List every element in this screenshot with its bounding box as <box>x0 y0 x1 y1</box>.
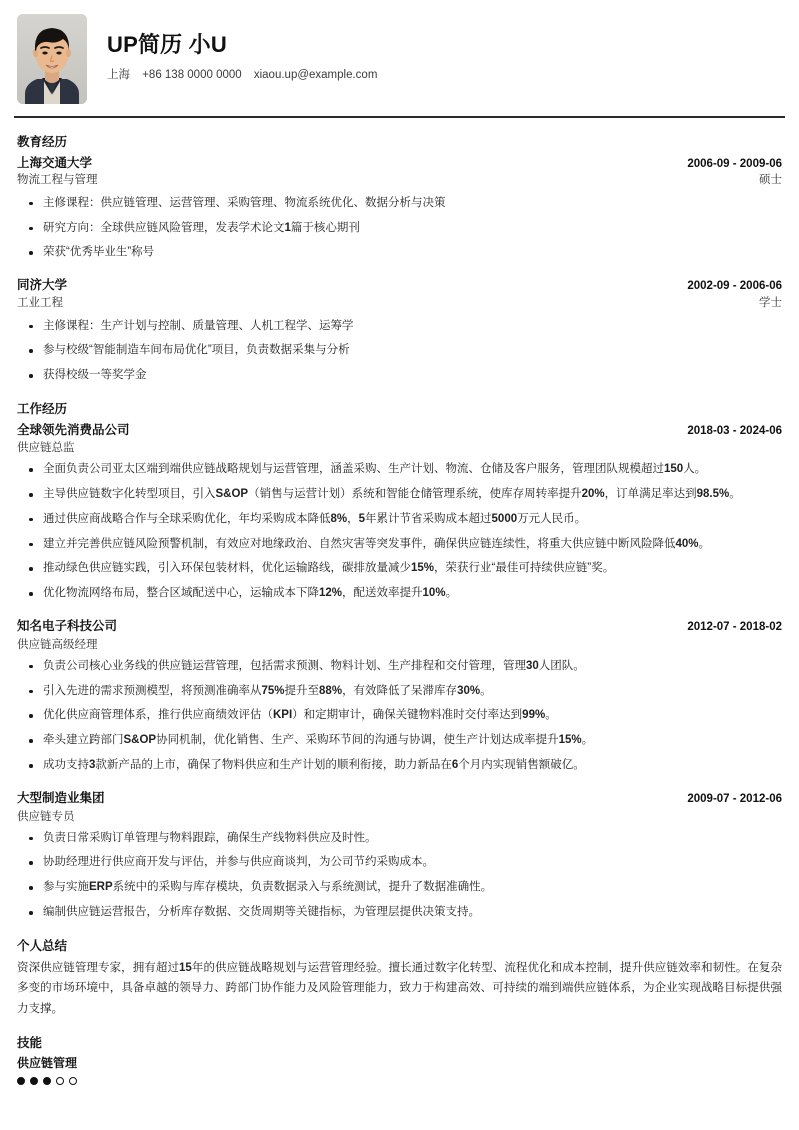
list-item: 编制供应链运营报告，分析库存数据、交货周期等关键指标，为管理层提供决策支持。 <box>17 904 782 922</box>
education-entry <box>17 276 782 385</box>
work-bullet-list <box>17 461 782 603</box>
work-date: 2009-07 - 2012-06 <box>687 792 782 805</box>
header-divider <box>14 116 785 118</box>
work-entry-headline <box>17 617 782 636</box>
skill-dot <box>69 1077 77 1085</box>
section-title-summary: 个人总结 <box>17 938 68 953</box>
work-date: 2018-03 - 2024-06 <box>687 424 782 437</box>
work-entry <box>17 421 782 604</box>
skill-item <box>17 1054 782 1085</box>
education-major: 工业工程 <box>17 296 63 309</box>
list-item: 推动绿色供应链实践，引入环保包装材料，优化运输路线，碳排放量减少15%，荣获行业“最佳可持续供应链”奖。 <box>17 560 782 578</box>
skill-dot <box>43 1077 51 1085</box>
education-entry <box>17 154 782 263</box>
skill-dot <box>30 1077 38 1085</box>
work-entry <box>17 617 782 775</box>
list-item: 研究方向：全球供应链风险管理，发表学术论文1篇于核心期刊 <box>17 220 782 238</box>
education-entry-subline <box>17 172 782 189</box>
list-item: 负责公司核心业务线的供应链运营管理，包括需求预测、物料计划、生产排程和交付管理，管理30人团队。 <box>17 658 782 676</box>
section-summary <box>17 938 782 1019</box>
work-date: 2012-07 - 2018-02 <box>687 621 782 634</box>
contact-line <box>107 68 377 83</box>
skill-level-dots <box>17 1077 782 1085</box>
section-title-education: 教育经历 <box>17 135 68 149</box>
section-education <box>17 134 782 385</box>
list-item: 引入先进的需求预测模型，将预测准确率从75%提升至88%，有效降低了呆滞库存30%。 <box>17 683 782 701</box>
work-company: 大型制造业集团 <box>17 790 105 805</box>
list-item: 成功支持3款新产品的上市，确保了物料供应和生产计划的顺利衔接，助力新品在6个月内实现销售额破亿。 <box>17 757 782 775</box>
skill-dot <box>17 1077 25 1085</box>
contact-email: xiaou.up@example.com <box>253 68 378 81</box>
list-item: 主修课程：生产计划与控制、质量管理、人机工程学、运筹学 <box>17 318 782 336</box>
list-item: 建立并完善供应链风险预警机制，有效应对地缘政治、自然灾害等突发事件，确保供应链连续性，将重大供应链中断风险降低40%。 <box>17 536 782 554</box>
page-title: UP简历 小U <box>107 32 227 58</box>
education-entry-headline <box>17 154 782 173</box>
list-item: 荣获“优秀毕业生”称号 <box>17 244 782 262</box>
work-entry <box>17 789 782 922</box>
resume-body <box>0 134 799 1085</box>
list-item: 主修课程：供应链管理、运营管理、采购管理、物流系统优化、数据分析与决策 <box>17 195 782 213</box>
list-item: 全面负责公司亚太区端到端供应链战略规划与运营管理，涵盖采购、生产计划、物流、仓储及客户服务，管理团队规模超过150人。 <box>17 461 782 479</box>
section-title-skills: 技能 <box>17 1035 43 1050</box>
section-work-experience <box>17 401 782 922</box>
skill-dot <box>56 1077 64 1085</box>
list-item: 优化物流网络布局，整合区域配送中心，运输成本下降12%，配送效率提升10%。 <box>17 585 782 603</box>
list-item: 通过供应商战略合作与全球采购优化，年均采购成本降低8%，5年累计节省采购成本超过5000万元人民币。 <box>17 511 782 529</box>
education-bullet-list <box>17 318 782 385</box>
list-item: 负责日常采购订单管理与物料跟踪，确保生产线物料供应及时性。 <box>17 830 782 848</box>
work-company: 全球领先消费品公司 <box>17 422 130 437</box>
list-item: 优化供应商管理体系，推行供应商绩效评估（KPI）和定期审计，确保关键物料准时交付率达到99%。 <box>17 707 782 725</box>
contact-phone: +86 138 0000 0000 <box>142 68 242 81</box>
work-entry-headline <box>17 421 782 440</box>
education-degree: 硕士 <box>759 174 782 187</box>
resume-header <box>0 0 799 104</box>
work-role: 供应链总监 <box>17 442 75 455</box>
education-date: 2006-09 - 2009-06 <box>687 157 782 170</box>
work-entry-headline <box>17 789 782 808</box>
avatar <box>17 14 87 104</box>
section-title-work: 工作经历 <box>17 402 68 417</box>
summary-paragraph: 资深供应链管理专家，拥有超过15年的供应链战略规划与运营管理经验。擅长通过数字化转型、流程优化和成本控制，提升供应链效率和韧性。在复杂多变的市场环境中，具备卓越的领导力、跨部门协作能力及风险管理能力，致力于构建高效、可持续的端到端供应链体系，为企业实现战略目标提供强力支撑。 <box>17 962 782 1015</box>
list-item: 牵头建立跨部门S&OP协同机制，优化销售、生产、采购环节间的沟通与协调，使生产计划达成率提升15%。 <box>17 732 782 750</box>
education-school: 同济大学 <box>17 278 68 293</box>
work-bullet-list <box>17 658 782 775</box>
education-school: 上海交通大学 <box>17 155 93 170</box>
header-text-block <box>107 31 377 86</box>
work-bullet-list <box>17 830 782 922</box>
work-role: 供应链专员 <box>17 810 75 823</box>
education-date: 2002-09 - 2006-06 <box>687 280 782 293</box>
list-item: 参与实施ERP系统中的采购与库存模块，负责数据录入与系统测试，提升了数据准确性。 <box>17 879 782 897</box>
section-skills <box>17 1035 782 1086</box>
skill-name: 供应链管理 <box>17 1056 78 1071</box>
education-entry-subline <box>17 295 782 312</box>
education-degree: 学士 <box>759 296 782 309</box>
list-item: 协助经理进行供应商开发与评估，并参与供应商谈判，为公司节约采购成本。 <box>17 854 782 872</box>
list-item: 获得校级一等奖学金 <box>17 367 782 385</box>
work-role: 供应链高级经理 <box>17 638 98 651</box>
education-major: 物流工程与管理 <box>17 174 98 187</box>
contact-location: 上海 <box>107 68 130 81</box>
education-entry-headline <box>17 276 782 295</box>
list-item: 参与校级“智能制造车间布局优化”项目，负责数据采集与分析 <box>17 342 782 360</box>
education-bullet-list <box>17 195 782 262</box>
work-company: 知名电子科技公司 <box>17 619 118 634</box>
list-item: 主导供应链数字化转型项目，引入S&OP（销售与运营计划）系统和智能仓储管理系统，使库存周转率提升20%，订单满足率达到98.5%。 <box>17 486 782 504</box>
